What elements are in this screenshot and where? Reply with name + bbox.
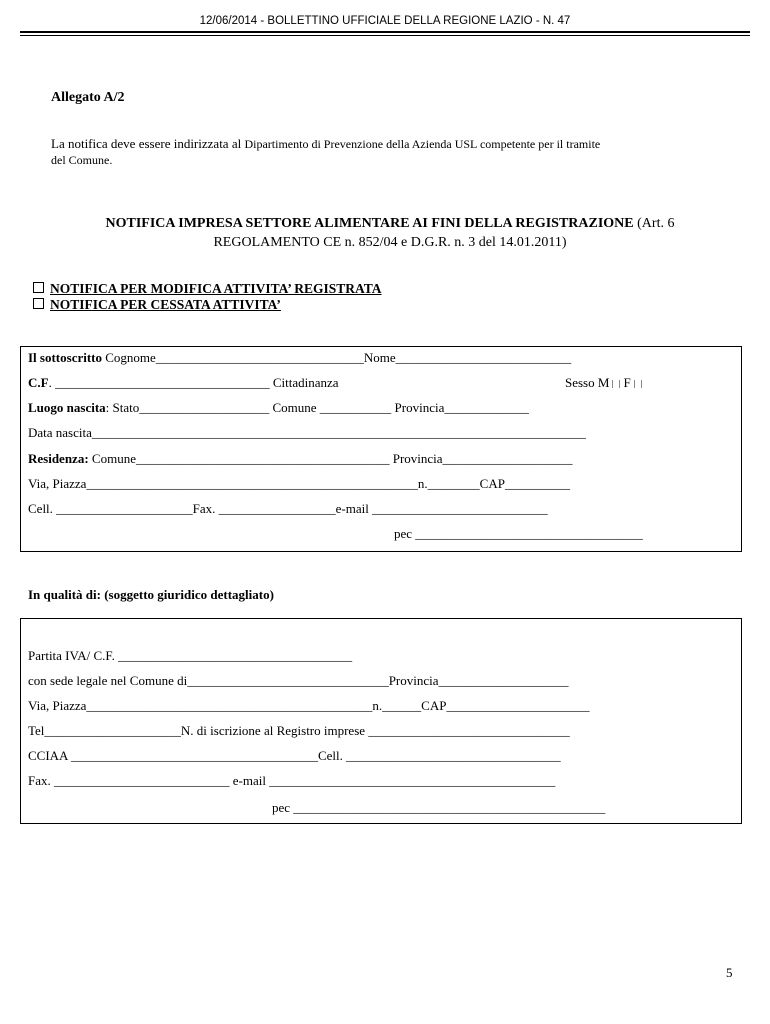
- bulletin-header: 12/06/2014 - BOLLETTINO UFFICIALE DELLA REGIONE LAZIO - N. 47: [199, 15, 571, 27]
- checkbox-cessata[interactable]: [33, 298, 44, 309]
- attachment-label: Allegato A/2: [51, 90, 125, 105]
- form2-row-address[interactable]: Via, Piazza____________________________________________n.______CAP______________________: [28, 698, 590, 713]
- form2-row-legal-seat[interactable]: con sede legale nel Comune di_______________________________Provincia____________________: [28, 673, 569, 688]
- checkbox-modifica[interactable]: [33, 282, 44, 293]
- intro-part2: Dipartimento di Prevenzione della Azienda USL competente per il tramite: [244, 137, 601, 151]
- qualita-heading: In qualità di: (soggetto giuridico dettagliato): [28, 587, 274, 602]
- option-modifica[interactable]: [33, 281, 382, 297]
- form1-row-contacts[interactable]: Cell. _____________________Fax. __________________e-mail ___________________________: [28, 501, 548, 516]
- form2-row-cciaa[interactable]: CCIAA ______________________________________Cell. _________________________________: [28, 748, 561, 763]
- form1-r5-text: Comune_______________________________________ Provincia____________________: [88, 451, 573, 466]
- form1-r2-bold: C.F: [28, 375, 49, 390]
- title-rest-2: REGOLAMENTO CE n. 852/04 e D.G.R. n. 3 del 14.01.2011): [213, 235, 567, 250]
- sex-m-box[interactable]: [612, 380, 620, 388]
- option-cessata-label: NOTIFICA PER CESSATA ATTIVITA’: [50, 297, 281, 312]
- form1-row-residence[interactable]: [28, 451, 573, 467]
- option-modifica-label: NOTIFICA PER MODIFICA ATTIVITA’ REGISTRATA: [50, 281, 382, 296]
- form1-r3-bold: Luogo nascita: [28, 400, 106, 415]
- option-cessata[interactable]: [33, 297, 281, 313]
- intro-part1: La notifica deve essere indirizzata al: [51, 136, 245, 151]
- form1-r1-bold: Il sottoscritto: [28, 350, 103, 365]
- form2-row-fax-email[interactable]: Fax. ___________________________ e-mail ____________________________________________: [28, 773, 556, 788]
- sex-m-label: Sesso M: [565, 375, 610, 390]
- form1-row-cf[interactable]: [28, 375, 339, 391]
- page-number: 5: [726, 965, 733, 980]
- form2-row-registry[interactable]: Tel_____________________N. di iscrizione al Registro imprese _______________________________: [28, 723, 570, 738]
- title-rest-1: (Art. 6: [633, 216, 675, 231]
- form1-r2-text: . _________________________________ Cittadinanza: [48, 375, 339, 390]
- intro-part3: del Comune.: [51, 153, 113, 167]
- header-rule-thin: [20, 35, 750, 36]
- header-rule: [20, 31, 750, 33]
- intro-paragraph: [51, 136, 731, 168]
- form1-sex-field[interactable]: [565, 375, 645, 391]
- form1-r3-text: : Stato____________________ Comune ___________ Provincia_____________: [105, 400, 529, 415]
- form1-r1-text: Cognome________________________________Nome___________________________: [102, 350, 572, 365]
- title-bold: NOTIFICA IMPRESA SETTORE ALIMENTARE AI FINI DELLA REGISTRAZIONE: [105, 216, 634, 231]
- form1-row-address[interactable]: Via, Piazza___________________________________________________n.________CAP__________: [28, 476, 570, 491]
- form1-row-pec[interactable]: pec ___________________________________: [394, 526, 643, 541]
- form1-row-name[interactable]: [28, 350, 571, 366]
- form1-row-birthplace[interactable]: [28, 400, 529, 416]
- sex-f-box[interactable]: [634, 380, 642, 388]
- document-title: [40, 214, 740, 252]
- form2-row-vat[interactable]: Partita IVA/ C.F. ____________________________________: [28, 648, 353, 663]
- sex-f-label: F: [623, 375, 631, 390]
- form2-row-pec[interactable]: pec ________________________________________________: [272, 800, 606, 815]
- form1-row-birthdate[interactable]: Data nascita____________________________________________________________________________: [28, 425, 586, 440]
- form1-r5-bold: Residenza:: [28, 451, 89, 466]
